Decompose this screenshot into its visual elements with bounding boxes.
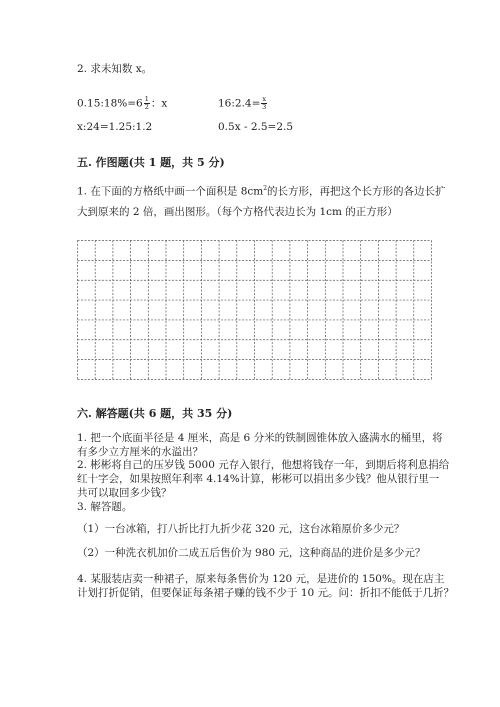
section6-q2-line1: 2. 彬彬将自己的压岁钱 5000 元存入银行，他想将钱存一年，到期后将利息捐给 — [77, 459, 450, 471]
section6-heading: 六. 解答题(共 6 题，共 35 分) — [77, 407, 233, 420]
section6-q3-part2: （2）一种洗衣机加价二成五后售价为 980 元，这种商品的进价是多少元？ — [77, 547, 426, 559]
section6-q2-line2: 红十字会，如果按照年利率 4.14%计算，彬彬可以捐出多少钱？他从银行里一 — [77, 473, 440, 485]
equation-1-tail: ：x — [150, 97, 168, 110]
q1-line1-post: 的长方形，再把这个长方形的各边长扩 — [267, 185, 446, 198]
q1-line1-superscript: 2 — [263, 185, 268, 192]
section6-q3: 3. 解答题。 — [77, 501, 133, 513]
equation-2 — [218, 96, 268, 111]
equation-1 — [77, 96, 167, 111]
fraction-denominator: 3 — [262, 103, 267, 111]
square-grid — [77, 240, 432, 380]
section6-q3-part1: （1）一台冰箱，打八折比打九折少花 320 元，这台冰箱原价多少元？ — [77, 523, 405, 535]
section5-q1-line1 — [77, 182, 446, 199]
fraction-denominator: 2 — [144, 103, 149, 111]
section5-heading: 五. 作图题(共 1 题，共 5 分) — [77, 156, 225, 169]
q1-line1-pre: 1. 在下面的方格纸中画一个面积是 8cm — [77, 185, 264, 198]
section2-title: 2. 求未知数 x。 — [77, 63, 153, 75]
equation-1-fraction — [144, 96, 150, 111]
section5-q1-line2: 大到原来的 2 倍，画出图形。（每个方格代表边长为 1cm 的正方形） — [77, 206, 398, 218]
fraction-numerator: 1 — [144, 95, 149, 103]
fraction-numerator: x — [262, 95, 267, 103]
section6-q4-line2: 计划打折促销，但要保证每条裙子赚的钱不少于 10 元。问：折扣不能低于几折？ — [77, 587, 455, 599]
equation-1-text: 0.15:18%=6 — [77, 97, 143, 110]
section6-q1-line2: 有多少立方厘米的水溢出？ — [77, 446, 203, 458]
section6-q2-line3: 共可以取回多少钱？ — [77, 487, 172, 499]
section6-q4-line1: 4. 某服装店卖一种裙子，原来每条售价为 120 元，是进价的 150%。现在店主 — [77, 573, 445, 585]
equation-2-fraction — [261, 96, 267, 111]
equation-4: 0.5x - 2.5=2.5 — [218, 121, 294, 133]
equation-3: x:24=1.25:1.2 — [77, 121, 153, 133]
equation-2-text: 16:2.4= — [218, 97, 261, 110]
section6-q1-line1: 1. 把一个底面半径是 4 厘米，高是 6 分米的铁制圆锥体放入盛满水的桶里，将 — [77, 432, 443, 444]
